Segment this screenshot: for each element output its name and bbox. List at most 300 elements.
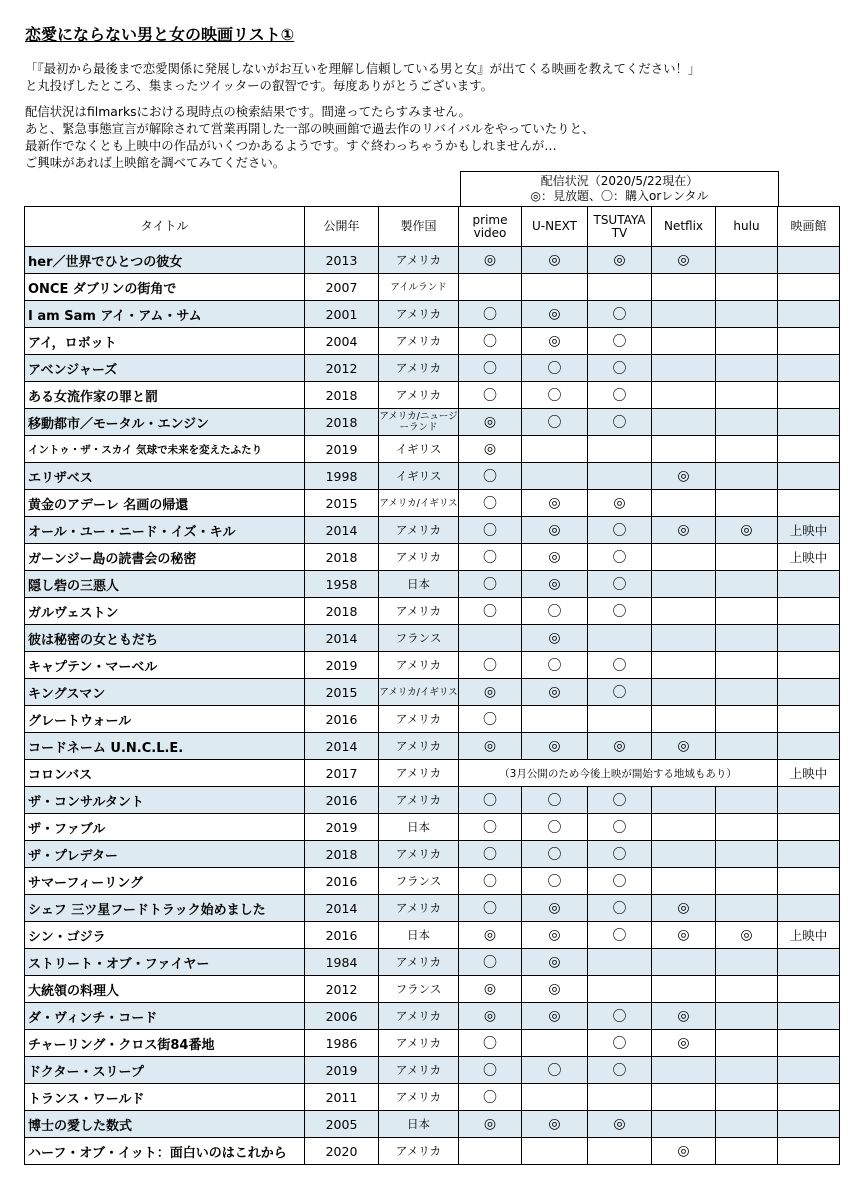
table-row: [25, 706, 840, 733]
table-row: [25, 679, 840, 706]
production-country: アメリカ: [379, 787, 459, 814]
hulu-status: [716, 652, 778, 679]
movie-title: ザ・プレデター: [25, 841, 305, 868]
theater-status: 上映中: [778, 922, 840, 949]
netflix-status: [652, 598, 716, 625]
movie-title: トランス・ワールド: [25, 1084, 305, 1111]
release-year: 2016: [305, 868, 379, 895]
hulu-status: [716, 787, 778, 814]
production-country: フランス: [379, 625, 459, 652]
prime-video-status: ◎: [459, 247, 522, 274]
theater-status: [778, 625, 840, 652]
netflix-status: [652, 706, 716, 733]
table-row: [25, 409, 840, 436]
movie-title: 博士の愛した数式: [25, 1111, 305, 1138]
unext-status: [522, 1030, 588, 1057]
movie-title: 彼は秘密の女ともだち: [25, 625, 305, 652]
table-row: [25, 598, 840, 625]
status-header-legend: ◎：見放題、〇：購入orレンタル: [530, 189, 709, 203]
table-row: [25, 436, 840, 463]
theater-status: [778, 598, 840, 625]
movie-title: ドクター・スリープ: [25, 1057, 305, 1084]
intro-line: 最新作でなくとも上映中の作品がいくつかあるようです。すぐ終わっちゃうかもしれませんが…: [25, 138, 557, 153]
theater-status: [778, 976, 840, 1003]
theater-status: [778, 1111, 840, 1138]
release-year: 1998: [305, 463, 379, 490]
release-year: 2018: [305, 598, 379, 625]
prime-video-status: ◎: [459, 409, 522, 436]
table-row: [25, 382, 840, 409]
netflix-status: [652, 949, 716, 976]
production-country: アメリカ/イギリス: [379, 490, 459, 517]
table-row: [25, 976, 840, 1003]
netflix-status: ◎: [652, 247, 716, 274]
prime-video-status: 〇: [459, 328, 522, 355]
netflix-status: [652, 976, 716, 1003]
production-country: アメリカ: [379, 544, 459, 571]
netflix-status: ◎: [652, 733, 716, 760]
tsutaya-status: [588, 1138, 652, 1165]
unext-status: ◎: [522, 490, 588, 517]
tsutaya-status: 〇: [588, 382, 652, 409]
intro-line: と丸投げしたところ、集まったツイッターの叡智です。毎度ありがとうございます。: [25, 78, 493, 93]
movie-title: チャーリング・クロス街84番地: [25, 1030, 305, 1057]
unext-status: ◎: [522, 679, 588, 706]
table-row: [25, 760, 840, 787]
release-year: 2018: [305, 382, 379, 409]
theater-status: [778, 571, 840, 598]
table-row: [25, 355, 840, 382]
tsutaya-status: 〇: [588, 517, 652, 544]
tsutaya-status: [588, 274, 652, 301]
release-year: 2016: [305, 706, 379, 733]
unext-status: ◎: [522, 625, 588, 652]
unext-status: [522, 1084, 588, 1111]
table-row: [25, 328, 840, 355]
netflix-status: [652, 436, 716, 463]
production-country: 日本: [379, 1111, 459, 1138]
tsutaya-status: [588, 949, 652, 976]
production-country: イギリス: [379, 463, 459, 490]
intro-line: ご興味があれば上映館を調べてみてください。: [25, 155, 286, 170]
release-year: 2005: [305, 1111, 379, 1138]
unext-status: [522, 463, 588, 490]
hulu-status: ◎: [716, 922, 778, 949]
theater-status: 上映中: [778, 544, 840, 571]
movie-title: ザ・ファブル: [25, 814, 305, 841]
hulu-status: [716, 1003, 778, 1030]
theater-status: [778, 247, 840, 274]
prime-video-status: 〇: [459, 868, 522, 895]
theater-status: 上映中: [778, 760, 840, 787]
release-year: 2016: [305, 922, 379, 949]
table-row: [25, 922, 840, 949]
hulu-status: [716, 409, 778, 436]
hulu-status: [716, 1111, 778, 1138]
prime-video-status: 〇: [459, 301, 522, 328]
theater-status: [778, 841, 840, 868]
theater-status: [778, 301, 840, 328]
tsutaya-status: [588, 625, 652, 652]
col-hulu: hulu: [716, 207, 778, 247]
page-title: 恋愛にならない男と女の映画リスト①: [25, 25, 295, 44]
col-theater: 映画館: [778, 207, 840, 247]
table-body: [25, 247, 840, 1165]
movie-title: エリザベス: [25, 463, 305, 490]
production-country: アメリカ/イギリス: [379, 679, 459, 706]
production-country: アメリカ: [379, 841, 459, 868]
tsutaya-status: [588, 463, 652, 490]
intro-line: あと、緊急事態宣言が解除されて営業再開した一部の映画館で過去作のリバイバルをやっていたりと、: [25, 121, 595, 136]
hulu-status: [716, 895, 778, 922]
unext-status: ◎: [522, 517, 588, 544]
unext-status: 〇: [522, 868, 588, 895]
prime-video-status: ◎: [459, 679, 522, 706]
unext-status: 〇: [522, 355, 588, 382]
theater-status: [778, 382, 840, 409]
hulu-status: [716, 274, 778, 301]
theater-status: [778, 355, 840, 382]
hulu-status: [716, 355, 778, 382]
prime-video-status: 〇: [459, 355, 522, 382]
release-year: 2011: [305, 1084, 379, 1111]
table-row: [25, 517, 840, 544]
theater-status: [778, 949, 840, 976]
table-row: [25, 463, 840, 490]
movie-title: キングスマン: [25, 679, 305, 706]
netflix-status: [652, 1111, 716, 1138]
production-country: アメリカ: [379, 706, 459, 733]
theater-status: [778, 436, 840, 463]
release-year: 2019: [305, 436, 379, 463]
production-country: 日本: [379, 814, 459, 841]
netflix-status: [652, 679, 716, 706]
tsutaya-status: 〇: [588, 787, 652, 814]
col-year: 公開年: [305, 207, 379, 247]
theater-status: [778, 895, 840, 922]
netflix-status: ◎: [652, 1030, 716, 1057]
hulu-status: [716, 625, 778, 652]
unext-status: 〇: [522, 598, 588, 625]
netflix-status: ◎: [652, 895, 716, 922]
hulu-status: [716, 463, 778, 490]
hulu-status: [716, 544, 778, 571]
production-country: アメリカ/ニュージーランド: [379, 409, 459, 436]
movie-title: 大統領の料理人: [25, 976, 305, 1003]
movie-title: サマーフィーリング: [25, 868, 305, 895]
table-row: [25, 625, 840, 652]
hulu-status: [716, 976, 778, 1003]
tsutaya-status: ◎: [588, 247, 652, 274]
theater-status: [778, 814, 840, 841]
hulu-status: [716, 1084, 778, 1111]
intro-text: [25, 60, 700, 171]
tsutaya-status: 〇: [588, 598, 652, 625]
production-country: アメリカ: [379, 949, 459, 976]
theater-status: 上映中: [778, 517, 840, 544]
production-country: アメリカ: [379, 355, 459, 382]
netflix-status: [652, 814, 716, 841]
table-row: [25, 1111, 840, 1138]
production-country: アメリカ: [379, 1003, 459, 1030]
unext-status: ◎: [522, 949, 588, 976]
release-year: 2001: [305, 301, 379, 328]
hulu-status: ◎: [716, 517, 778, 544]
hulu-status: [716, 841, 778, 868]
tsutaya-status: 〇: [588, 1030, 652, 1057]
movie-title: ストリート・オブ・ファイヤー: [25, 949, 305, 976]
table-row: [25, 571, 840, 598]
prime-video-status: 〇: [459, 787, 522, 814]
table-row: [25, 1003, 840, 1030]
table-header-row: [25, 207, 840, 247]
netflix-status: [652, 841, 716, 868]
theater-status: [778, 787, 840, 814]
movie-title: ガーンジー島の読書会の秘密: [25, 544, 305, 571]
hulu-status: [716, 706, 778, 733]
hulu-status: [716, 598, 778, 625]
movie-title: コードネーム U.N.C.L.E.: [25, 733, 305, 760]
tsutaya-status: ◎: [588, 490, 652, 517]
unext-status: ◎: [522, 976, 588, 1003]
col-tsutaya-line1: TSUTAYA: [593, 212, 646, 227]
theater-status: [778, 328, 840, 355]
col-tsutaya-line2: TV: [611, 225, 628, 240]
theater-status: [778, 868, 840, 895]
netflix-status: [652, 328, 716, 355]
netflix-status: ◎: [652, 463, 716, 490]
tsutaya-status: ◎: [588, 1111, 652, 1138]
table-row: [25, 544, 840, 571]
prime-video-status: ◎: [459, 922, 522, 949]
prime-video-status: 〇: [459, 949, 522, 976]
release-year: 2012: [305, 355, 379, 382]
hulu-status: [716, 814, 778, 841]
unext-status: 〇: [522, 814, 588, 841]
table-row: [25, 841, 840, 868]
col-unext: U-NEXT: [522, 207, 588, 247]
tsutaya-status: 〇: [588, 1003, 652, 1030]
movie-title: アベンジャーズ: [25, 355, 305, 382]
table-row: [25, 814, 840, 841]
unext-status: 〇: [522, 787, 588, 814]
prime-video-status: [459, 625, 522, 652]
table-row: [25, 949, 840, 976]
release-year: 2015: [305, 679, 379, 706]
hulu-status: [716, 328, 778, 355]
netflix-status: [652, 382, 716, 409]
netflix-status: [652, 625, 716, 652]
theater-status: [778, 652, 840, 679]
release-year: 2014: [305, 625, 379, 652]
movie-title: ガルヴェストン: [25, 598, 305, 625]
release-year: 2017: [305, 760, 379, 787]
tsutaya-status: 〇: [588, 544, 652, 571]
prime-video-status: 〇: [459, 571, 522, 598]
netflix-status: [652, 652, 716, 679]
theater-status: [778, 1057, 840, 1084]
theater-status: [778, 733, 840, 760]
movie-title: シン・ゴジラ: [25, 922, 305, 949]
prime-video-status: 〇: [459, 517, 522, 544]
prime-video-status: 〇: [459, 1057, 522, 1084]
table-row: [25, 274, 840, 301]
production-country: アメリカ: [379, 301, 459, 328]
release-year: 1986: [305, 1030, 379, 1057]
production-country: アメリカ: [379, 652, 459, 679]
table-row: [25, 1030, 840, 1057]
status-header-line1: 配信状況（2020/5/22現在）: [540, 174, 699, 188]
theater-status: [778, 463, 840, 490]
theater-status: [778, 490, 840, 517]
unext-status: ◎: [522, 328, 588, 355]
intro-line: 配信状況はfilmarksにおける現時点の検索結果です。間違ってたらすみません。: [25, 104, 471, 119]
tsutaya-status: 〇: [588, 1057, 652, 1084]
netflix-status: [652, 1084, 716, 1111]
table-row: [25, 247, 840, 274]
hulu-status: [716, 247, 778, 274]
movie-title: ザ・コンサルタント: [25, 787, 305, 814]
hulu-status: [716, 571, 778, 598]
theater-status: [778, 1138, 840, 1165]
production-country: アメリカ: [379, 328, 459, 355]
tsutaya-status: 〇: [588, 922, 652, 949]
unext-status: [522, 706, 588, 733]
production-country: アメリカ: [379, 598, 459, 625]
release-year: 2006: [305, 1003, 379, 1030]
production-country: アメリカ: [379, 1084, 459, 1111]
hulu-status: [716, 436, 778, 463]
unext-status: ◎: [522, 247, 588, 274]
theater-status: [778, 1084, 840, 1111]
tsutaya-status: 〇: [588, 571, 652, 598]
netflix-status: [652, 274, 716, 301]
tsutaya-status: [588, 1084, 652, 1111]
movie-title: I am Sam アイ・アム・サム: [25, 301, 305, 328]
release-year: 2014: [305, 517, 379, 544]
movie-title: イントゥ・ザ・スカイ 気球で未来を変えたふたり: [25, 436, 305, 463]
col-netflix: Netflix: [652, 207, 716, 247]
col-prime-line1: prime: [472, 212, 508, 227]
prime-video-status: [459, 274, 522, 301]
tsutaya-status: 〇: [588, 841, 652, 868]
production-country: アメリカ: [379, 247, 459, 274]
table-row: [25, 733, 840, 760]
table-row: [25, 868, 840, 895]
tsutaya-status: 〇: [588, 355, 652, 382]
theater-status: [778, 274, 840, 301]
release-year: 2007: [305, 274, 379, 301]
netflix-status: ◎: [652, 922, 716, 949]
tsutaya-status: [588, 436, 652, 463]
release-year: 2019: [305, 1057, 379, 1084]
movie-title: ハーフ・オブ・イット：面白いのはこれから: [25, 1138, 305, 1165]
movie-title: シェフ 三ツ星フードトラック始めました: [25, 895, 305, 922]
netflix-status: ◎: [652, 517, 716, 544]
col-title: タイトル: [25, 207, 305, 247]
theater-status: [778, 1030, 840, 1057]
hulu-status: [716, 868, 778, 895]
movie-title: オール・ユー・ニード・イズ・キル: [25, 517, 305, 544]
netflix-status: [652, 1057, 716, 1084]
unext-status: ◎: [522, 301, 588, 328]
production-country: フランス: [379, 868, 459, 895]
unext-status: 〇: [522, 409, 588, 436]
col-country: 製作国: [379, 207, 459, 247]
theater-status: [778, 409, 840, 436]
unext-status: ◎: [522, 1003, 588, 1030]
netflix-status: ◎: [652, 1003, 716, 1030]
netflix-status: [652, 355, 716, 382]
tsutaya-status: 〇: [588, 652, 652, 679]
prime-video-status: 〇: [459, 544, 522, 571]
unext-status: ◎: [522, 895, 588, 922]
netflix-status: [652, 868, 716, 895]
unext-status: ◎: [522, 922, 588, 949]
prime-video-status: 〇: [459, 706, 522, 733]
table-row: [25, 652, 840, 679]
prime-video-status: ◎: [459, 436, 522, 463]
col-prime-line2: video: [473, 225, 507, 240]
hulu-status: [716, 1057, 778, 1084]
hulu-status: [716, 1138, 778, 1165]
production-country: アイルランド: [379, 274, 459, 301]
release-year: 2004: [305, 328, 379, 355]
netflix-status: ◎: [652, 1138, 716, 1165]
col-tsutaya-tv: [588, 207, 652, 247]
production-country: 日本: [379, 571, 459, 598]
movie-title: キャプテン・マーベル: [25, 652, 305, 679]
netflix-status: [652, 301, 716, 328]
table-row: [25, 895, 840, 922]
netflix-status: [652, 571, 716, 598]
prime-video-status: 〇: [459, 490, 522, 517]
production-country: アメリカ: [379, 1138, 459, 1165]
tsutaya-status: 〇: [588, 301, 652, 328]
table-row: [25, 490, 840, 517]
prime-video-status: 〇: [459, 598, 522, 625]
release-year: 2014: [305, 733, 379, 760]
release-year: 2019: [305, 652, 379, 679]
production-country: アメリカ: [379, 1057, 459, 1084]
tsutaya-status: 〇: [588, 814, 652, 841]
unext-status: ◎: [522, 1111, 588, 1138]
release-year: 2018: [305, 409, 379, 436]
prime-video-status: 〇: [459, 895, 522, 922]
theater-status: [778, 1003, 840, 1030]
hulu-status: [716, 490, 778, 517]
production-country: アメリカ: [379, 517, 459, 544]
prime-video-status: 〇: [459, 814, 522, 841]
prime-video-status: ◎: [459, 733, 522, 760]
tsutaya-status: 〇: [588, 409, 652, 436]
unext-status: 〇: [522, 382, 588, 409]
unext-status: 〇: [522, 1057, 588, 1084]
prime-video-status: 〇: [459, 382, 522, 409]
release-year: 2016: [305, 787, 379, 814]
unext-status: ◎: [522, 544, 588, 571]
streaming-status-header: [460, 171, 779, 206]
table-row: [25, 787, 840, 814]
theater-status: [778, 679, 840, 706]
tsutaya-status: 〇: [588, 328, 652, 355]
table-row: [25, 1138, 840, 1165]
release-year: 2014: [305, 895, 379, 922]
unext-status: [522, 1138, 588, 1165]
tsutaya-status: ◎: [588, 733, 652, 760]
col-prime-video: [459, 207, 522, 247]
release-year: 2019: [305, 814, 379, 841]
